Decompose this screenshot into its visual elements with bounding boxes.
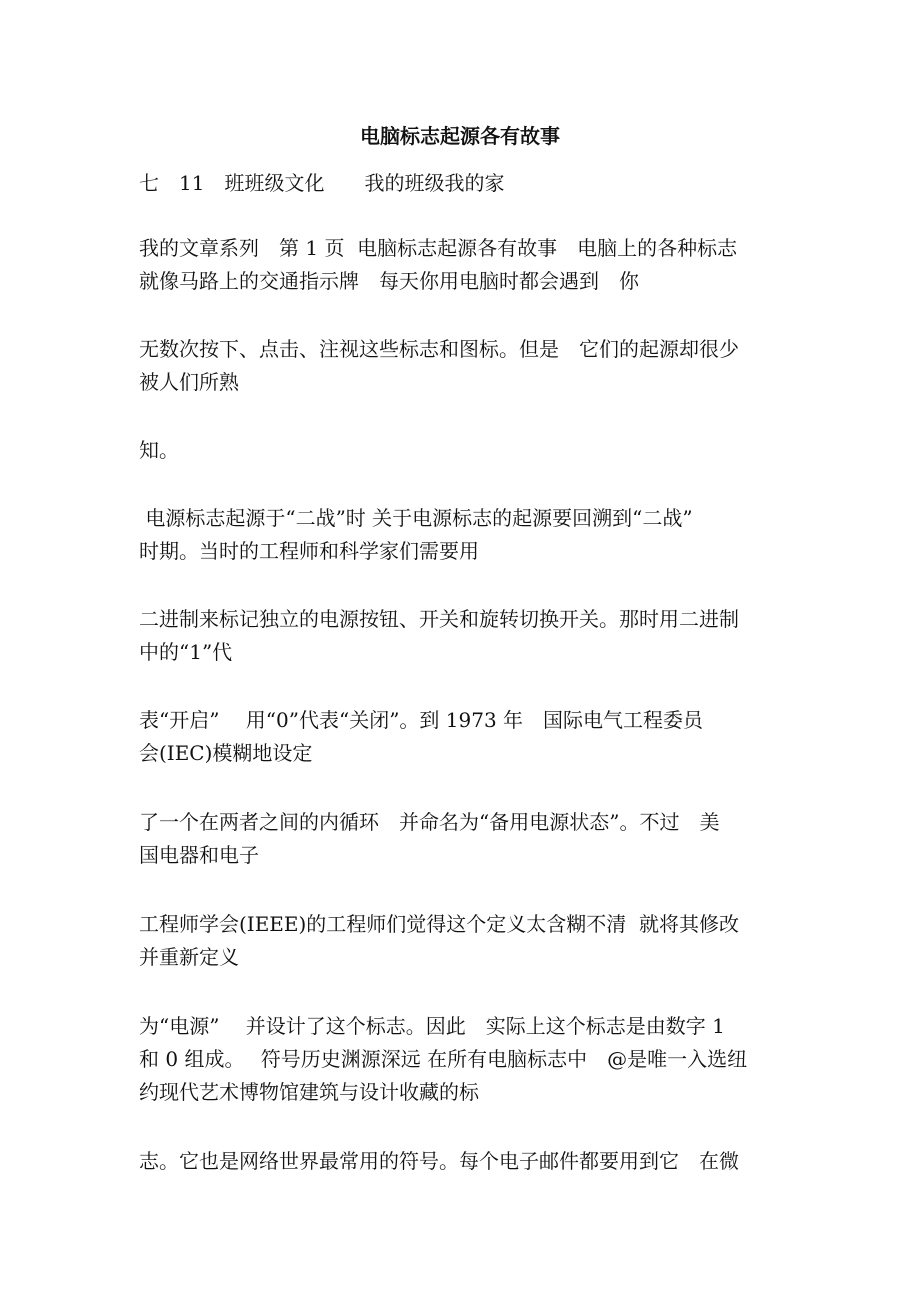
body-line: 中的“1”代 (139, 640, 233, 664)
body-line: 并重新定义 (139, 945, 239, 969)
body-line: 了一个在两者之间的内循环 并命名为“备用电源状态”。不过 美 (139, 810, 720, 834)
body-line: 约现代艺术博物馆建筑与设计收藏的标 (139, 1080, 479, 1104)
body-line: 国电器和电子 (139, 843, 259, 867)
body-line: 就像马路上的交通指示牌 每天你用电脑时都会遇到 你 (139, 269, 639, 293)
body-line: 会(IEC)模糊地设定 (139, 741, 313, 765)
body-line: 无数次按下、点击、注视这些标志和图标。但是 它们的起源却很少 (139, 337, 739, 361)
body-line: 表“开启” 用“0”代表“关闭”。到 1973 年 国际电气工程委员 (139, 708, 704, 732)
body-line: 知。 (139, 438, 179, 462)
body-line: 二进制来标记独立的电源按钮、开关和旋转切换开关。那时用二进制 (139, 607, 739, 631)
class-header-line: 七 11 班班级文化 我的班级我的家 (139, 171, 505, 195)
body-line: 为“电源” 并设计了这个标志。因此 实际上这个标志是由数字 1 (139, 1014, 725, 1038)
body-line: 被人们所熟 (139, 370, 239, 394)
body-line: 工程师学会(IEEE)的工程师们觉得这个定义太含糊不清 就将其修改 (139, 912, 740, 936)
body-line: 志。它也是网络世界最常用的符号。每个电子邮件都要用到它 在微 (139, 1149, 739, 1173)
document-title: 电脑标志起源各有故事 (360, 124, 560, 148)
body-line: 我的文章系列 第 1 页 电脑标志起源各有故事 电脑上的各种标志 (139, 236, 738, 260)
body-line: 电源标志起源于“二战”时 关于电源标志的起源要回溯到“二战” (139, 506, 693, 530)
body-line: 和 0 组成。 符号历史渊源深远 在所有电脑标志中 @是唯一入选纽 (139, 1047, 748, 1071)
body-line: 时期。当时的工程师和科学家们需要用 (139, 539, 479, 563)
